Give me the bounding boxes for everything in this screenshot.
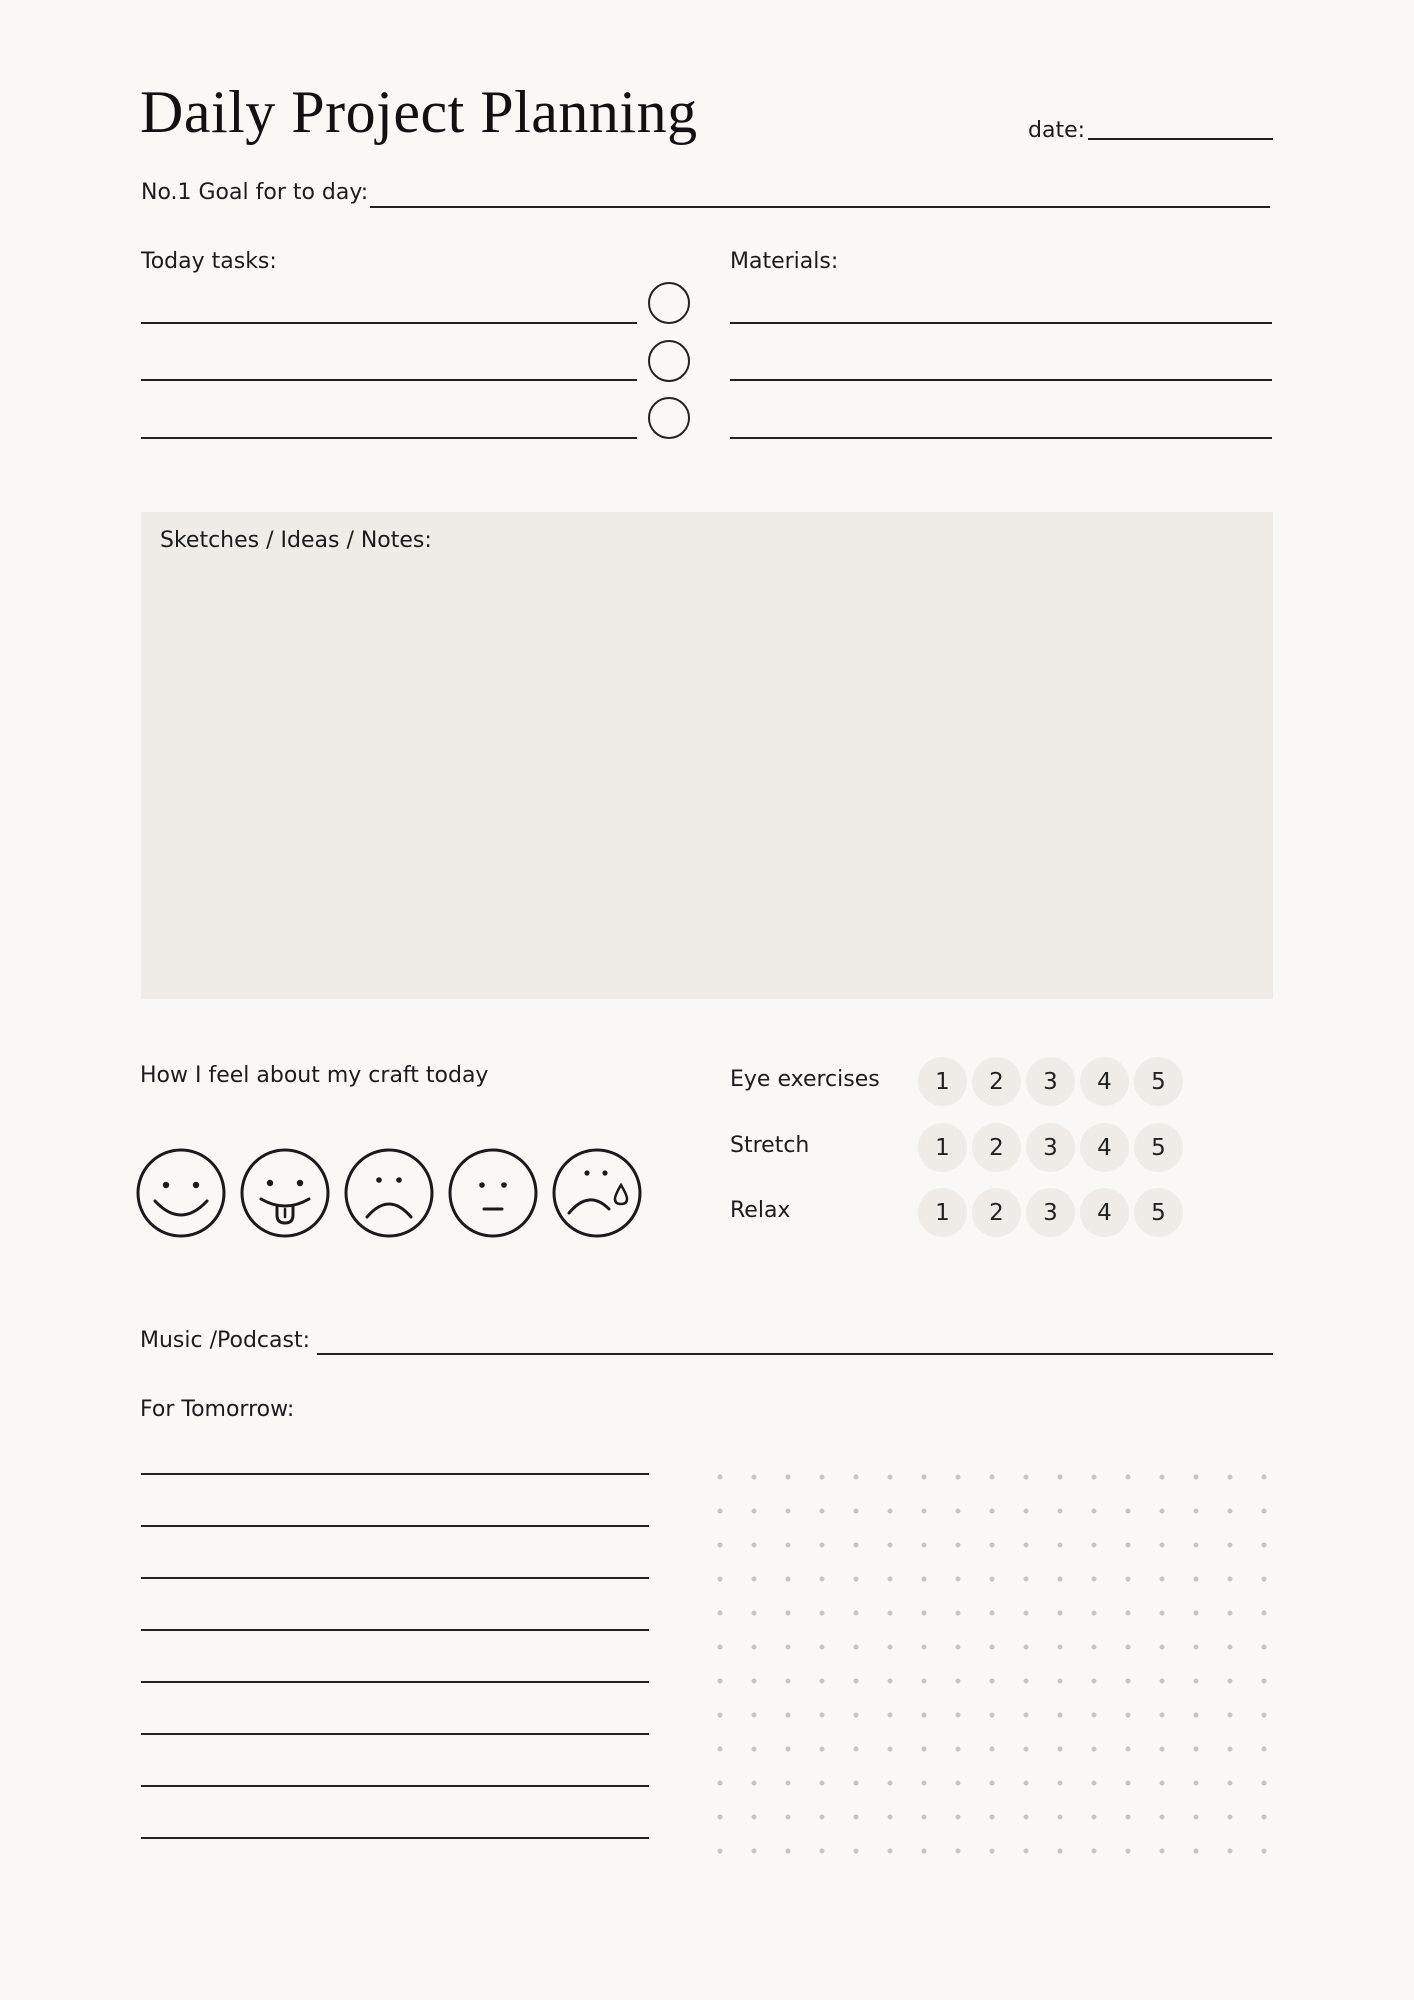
page-title: Daily Project Planning [140, 79, 698, 145]
rating-relax-5[interactable]: 5 [1134, 1188, 1183, 1237]
rating-relax-3[interactable]: 3 [1026, 1188, 1075, 1237]
task-line-1[interactable] [141, 322, 637, 324]
rating-eye-1[interactable]: 1 [918, 1057, 967, 1106]
goal-field[interactable] [370, 206, 1270, 208]
tomorrow-line-4[interactable] [141, 1629, 649, 1631]
rating-label-eye-exercises: Eye exercises [730, 1067, 880, 1092]
date-field[interactable] [1088, 138, 1273, 140]
rating-eye-3[interactable]: 3 [1026, 1057, 1075, 1106]
tomorrow-line-7[interactable] [141, 1785, 649, 1787]
rating-eye-2[interactable]: 2 [972, 1057, 1021, 1106]
notes-area[interactable] [141, 512, 1273, 999]
tomorrow-line-3[interactable] [141, 1577, 649, 1579]
task-line-3[interactable] [141, 437, 637, 439]
task-checkbox-1[interactable] [648, 282, 690, 324]
goal-label: No.1 Goal for to day: [141, 180, 369, 205]
feelings-label: How I feel about my craft today [140, 1063, 489, 1088]
task-checkbox-3[interactable] [648, 397, 690, 439]
tasks-label: Today tasks: [141, 249, 277, 274]
rating-stretch-4[interactable]: 4 [1080, 1123, 1129, 1172]
rating-eye-4[interactable]: 4 [1080, 1057, 1129, 1106]
rating-label-relax: Relax [730, 1198, 791, 1223]
dot-grid-area[interactable] [703, 1460, 1273, 1860]
task-line-2[interactable] [141, 379, 637, 381]
rating-row-relax [918, 1188, 1183, 1237]
happy-face-icon[interactable] [135, 1147, 227, 1239]
rating-relax-2[interactable]: 2 [972, 1188, 1021, 1237]
date-label: date: [1028, 118, 1086, 143]
task-checkbox-2[interactable] [648, 340, 690, 382]
tomorrow-line-2[interactable] [141, 1525, 649, 1527]
notes-label: Sketches / Ideas / Notes: [160, 528, 432, 553]
materials-label: Materials: [730, 249, 839, 274]
tomorrow-line-1[interactable] [141, 1473, 649, 1475]
crying-face-icon[interactable] [551, 1147, 643, 1239]
material-line-1[interactable] [730, 322, 1272, 324]
rating-eye-5[interactable]: 5 [1134, 1057, 1183, 1106]
rating-label-stretch: Stretch [730, 1133, 810, 1158]
rating-stretch-5[interactable]: 5 [1134, 1123, 1183, 1172]
tomorrow-line-8[interactable] [141, 1837, 649, 1839]
neutral-face-icon[interactable] [447, 1147, 539, 1239]
material-line-3[interactable] [730, 437, 1272, 439]
feelings-faces [135, 1147, 643, 1239]
rating-stretch-2[interactable]: 2 [972, 1123, 1021, 1172]
tomorrow-label: For Tomorrow: [140, 1397, 295, 1422]
rating-stretch-1[interactable]: 1 [918, 1123, 967, 1172]
sad-face-icon[interactable] [343, 1147, 435, 1239]
rating-row-stretch [918, 1123, 1183, 1172]
tomorrow-line-6[interactable] [141, 1733, 649, 1735]
music-label: Music /Podcast: [140, 1328, 310, 1353]
rating-relax-1[interactable]: 1 [918, 1188, 967, 1237]
rating-row-eye-exercises [918, 1057, 1183, 1106]
music-field[interactable] [317, 1353, 1273, 1355]
material-line-2[interactable] [730, 379, 1272, 381]
tomorrow-line-5[interactable] [141, 1681, 649, 1683]
tongue-out-face-icon[interactable] [239, 1147, 331, 1239]
rating-stretch-3[interactable]: 3 [1026, 1123, 1075, 1172]
rating-relax-4[interactable]: 4 [1080, 1188, 1129, 1237]
